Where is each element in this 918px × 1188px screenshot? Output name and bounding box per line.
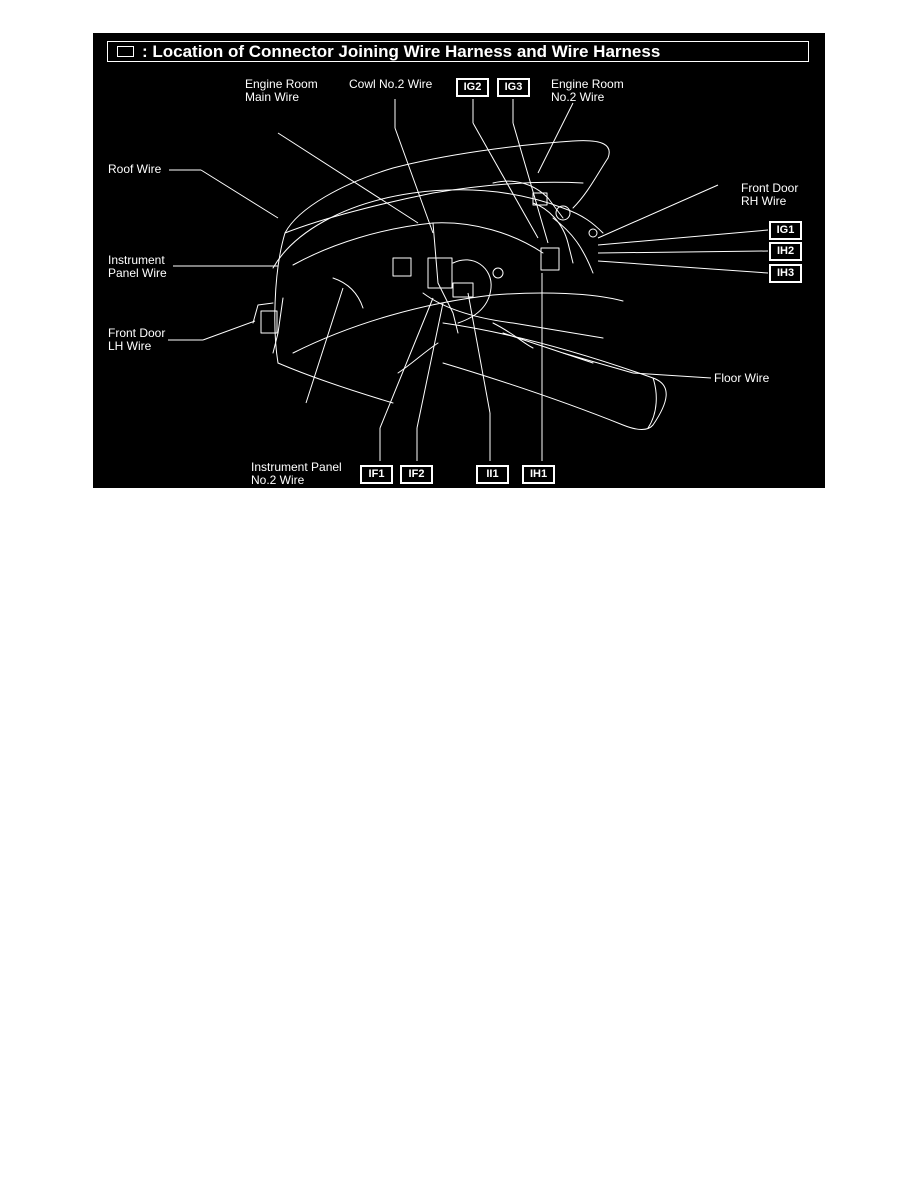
connector-tag-ih1: IH1: [522, 465, 555, 484]
connector-tag-ih3: IH3: [769, 264, 802, 283]
label-front-door-lh-wire-1: Front Door: [108, 326, 166, 340]
label-engine-room-no2-wire-2: No.2 Wire: [551, 90, 605, 104]
label-instrument-panel-no2-wire-2: No.2 Wire: [251, 473, 305, 487]
connector-tag-ig1: IG1: [769, 221, 802, 240]
connector-tag-ii1: II1: [476, 465, 509, 484]
connector-tag-if2: IF2: [400, 465, 433, 484]
wiring-diagram-figure: [93, 33, 825, 488]
label-front-door-rh-wire-2: RH Wire: [741, 194, 787, 208]
title-bar: [107, 41, 809, 62]
label-front-door-rh-wire-1: Front Door: [741, 181, 799, 195]
label-instrument-panel-wire-1: Instrument: [108, 253, 165, 267]
label-floor-wire: Floor Wire: [714, 371, 770, 385]
connector-tag-if1: IF1: [360, 465, 393, 484]
label-engine-room-main-wire-1: Engine Room: [245, 77, 318, 91]
label-cowl-no2-wire: Cowl No.2 Wire: [349, 77, 433, 91]
label-engine-room-main-wire-2: Main Wire: [245, 90, 300, 104]
label-instrument-panel-wire-2: Panel Wire: [108, 266, 167, 280]
dashboard-harness-illustration: [93, 33, 825, 488]
connector-box-icon: [117, 46, 134, 57]
label-instrument-panel-no2-wire-1: Instrument Panel: [251, 460, 342, 474]
label-engine-room-no2-wire-1: Engine Room: [551, 77, 624, 91]
connector-tag-ig3: IG3: [497, 78, 530, 97]
connector-tag-ih2: IH2: [769, 242, 802, 261]
label-front-door-lh-wire-2: LH Wire: [108, 339, 152, 353]
diagram-title: : Location of Connector Joining Wire Harness and Wire Harness: [142, 42, 661, 61]
label-roof-wire: Roof Wire: [108, 162, 162, 176]
connector-tag-ig2: IG2: [456, 78, 489, 97]
